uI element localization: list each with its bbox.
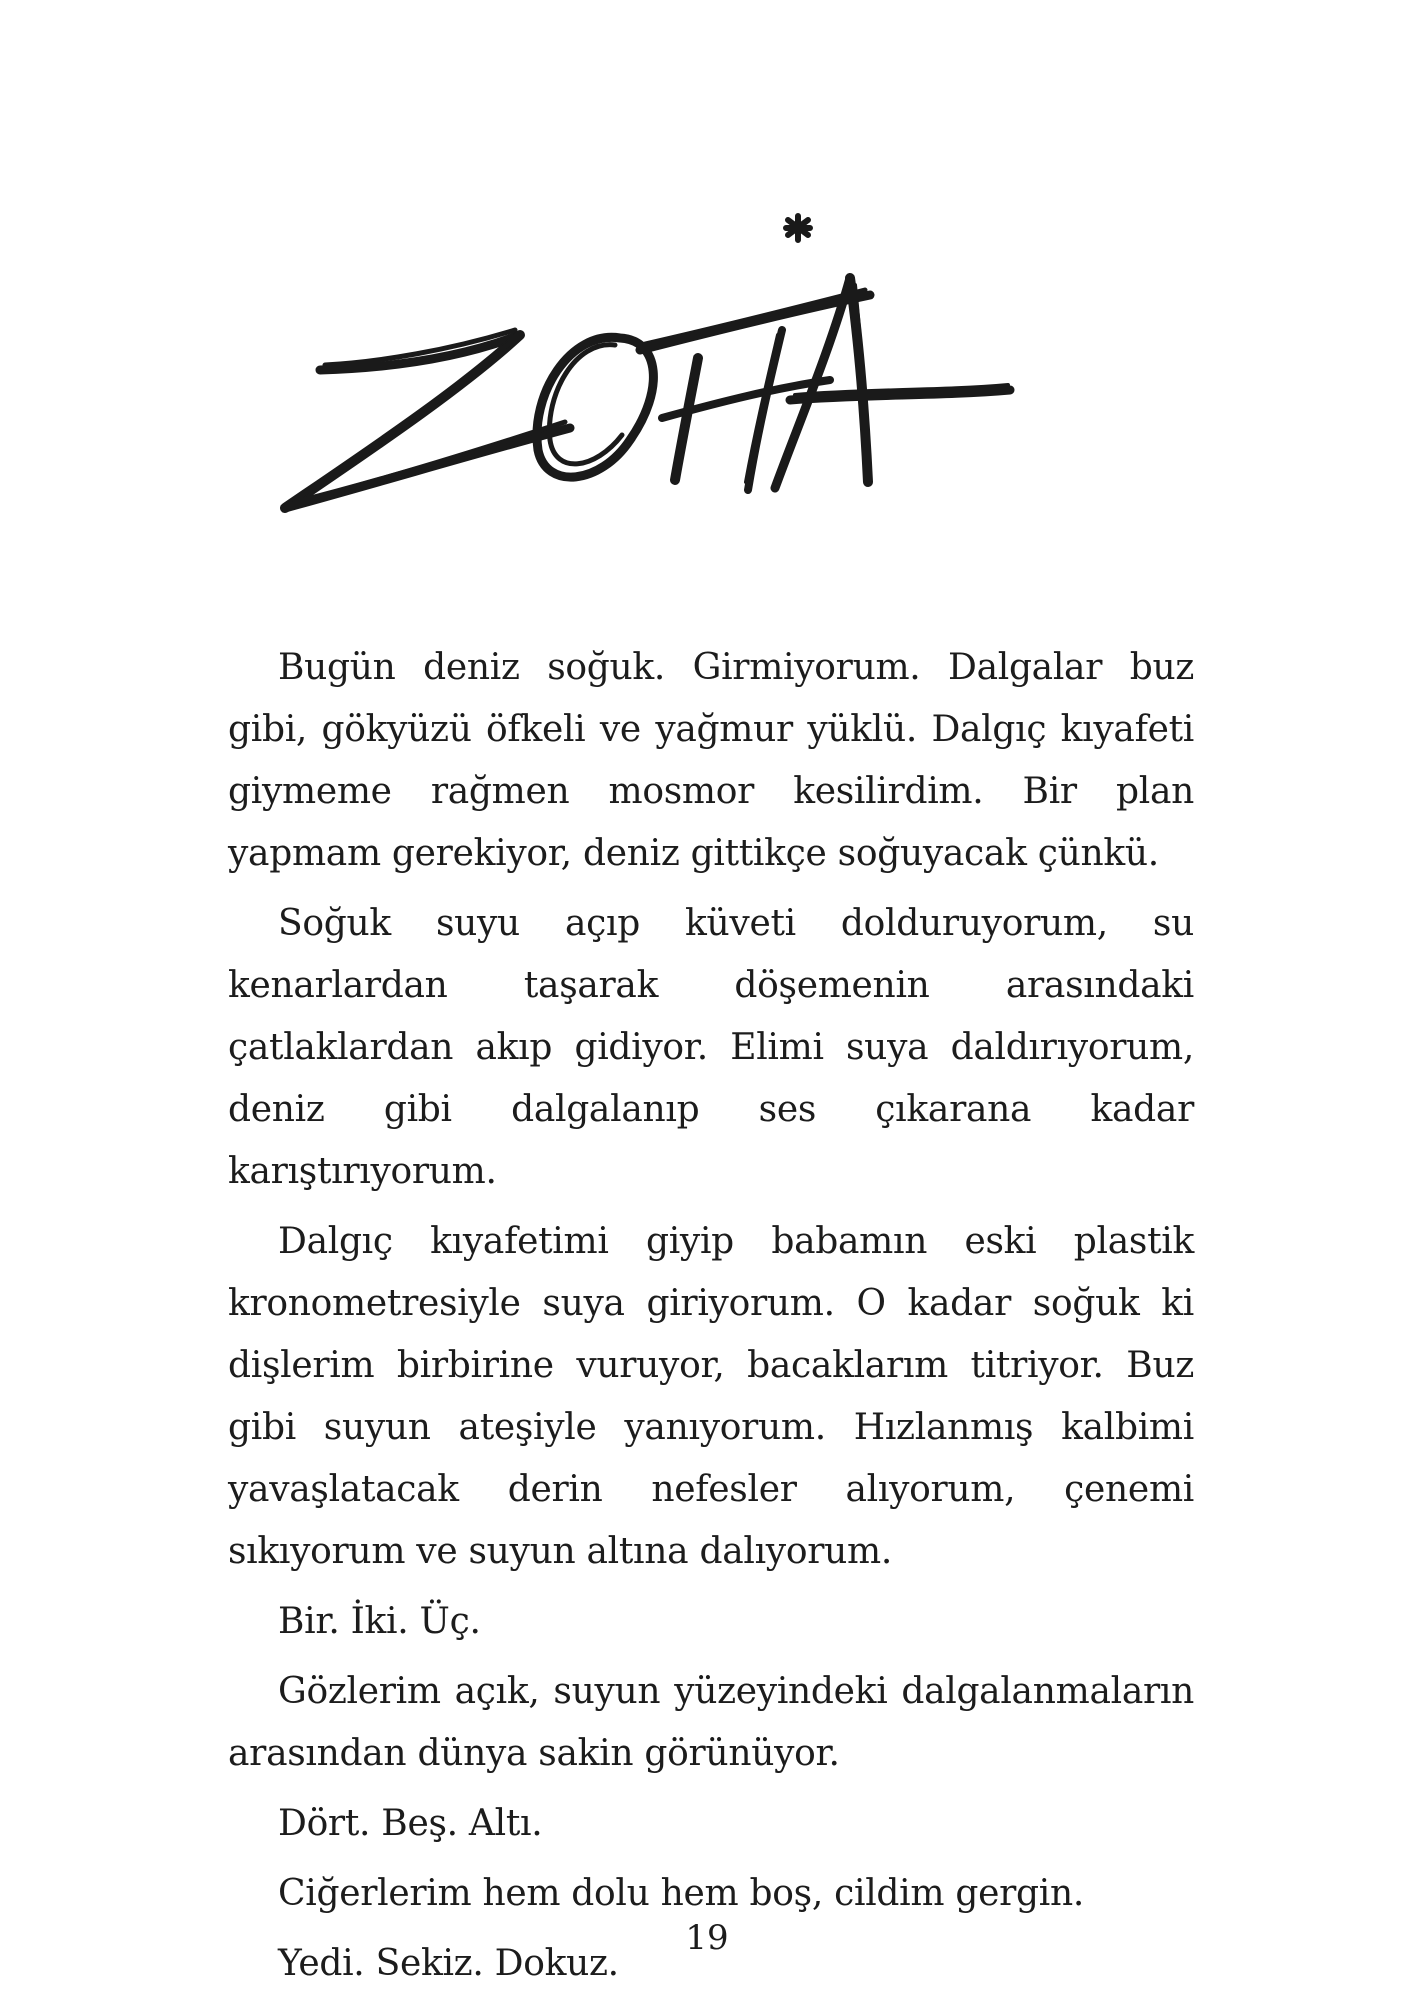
page-number: 19 [685, 1918, 729, 1958]
paragraph: Ciğerlerim hem dolu hem boş, cildim gergin. [278, 1873, 1084, 1914]
paragraph: Bir. İki. Üç. [278, 1601, 481, 1642]
paragraph: Dört. Beş. Altı. [278, 1803, 543, 1844]
paragraph: Gözlerim açık, suyun yüzeyindeki dalgalanmaların arasından dünya sakin görünüyor. [228, 1671, 1194, 1774]
paragraph: Yedi. Sekiz. Dokuz. [278, 1943, 619, 1984]
paragraph: Soğuk suyu açıp küveti dolduruyorum, su kenarlardan taşarak döşemenin arasındaki çatlaklardan akıp gidiyor. Elimi suya daldırıyorum, deniz gibi dalgalanıp ses çıkarana kadar karıştırıyorum. [228, 903, 1194, 1192]
paragraph: Bugün deniz soğuk. Girmiyorum. Dalgalar buz gibi, gökyüzü öfkeli ve yağmur yüklü. Dalgıç kıyafeti giymeme rağmen mosmor kesilirdim. Bir plan yapmam gerekiyor, deniz gittikçe soğuyacak çünkü. [228, 647, 1194, 874]
chapter-title [270, 190, 1150, 530]
paragraph: Dalgıç kıyafetimi giyip babamın eski plastik kronometresiyle suya giriyorum. O kadar soğuk ki dişlerim birbirine vuruyor, bacaklarım titriyor. Buz gibi suyun ateşiyle yanıyorum. Hızlanmış kalbimi yavaşlatacak derin nefesler alıyorum, çenemi sıkıyorum ve suyun altına dalıyorum. [228, 1221, 1194, 1572]
handwritten-title-art [270, 190, 1150, 530]
body-text [228, 637, 1194, 2003]
